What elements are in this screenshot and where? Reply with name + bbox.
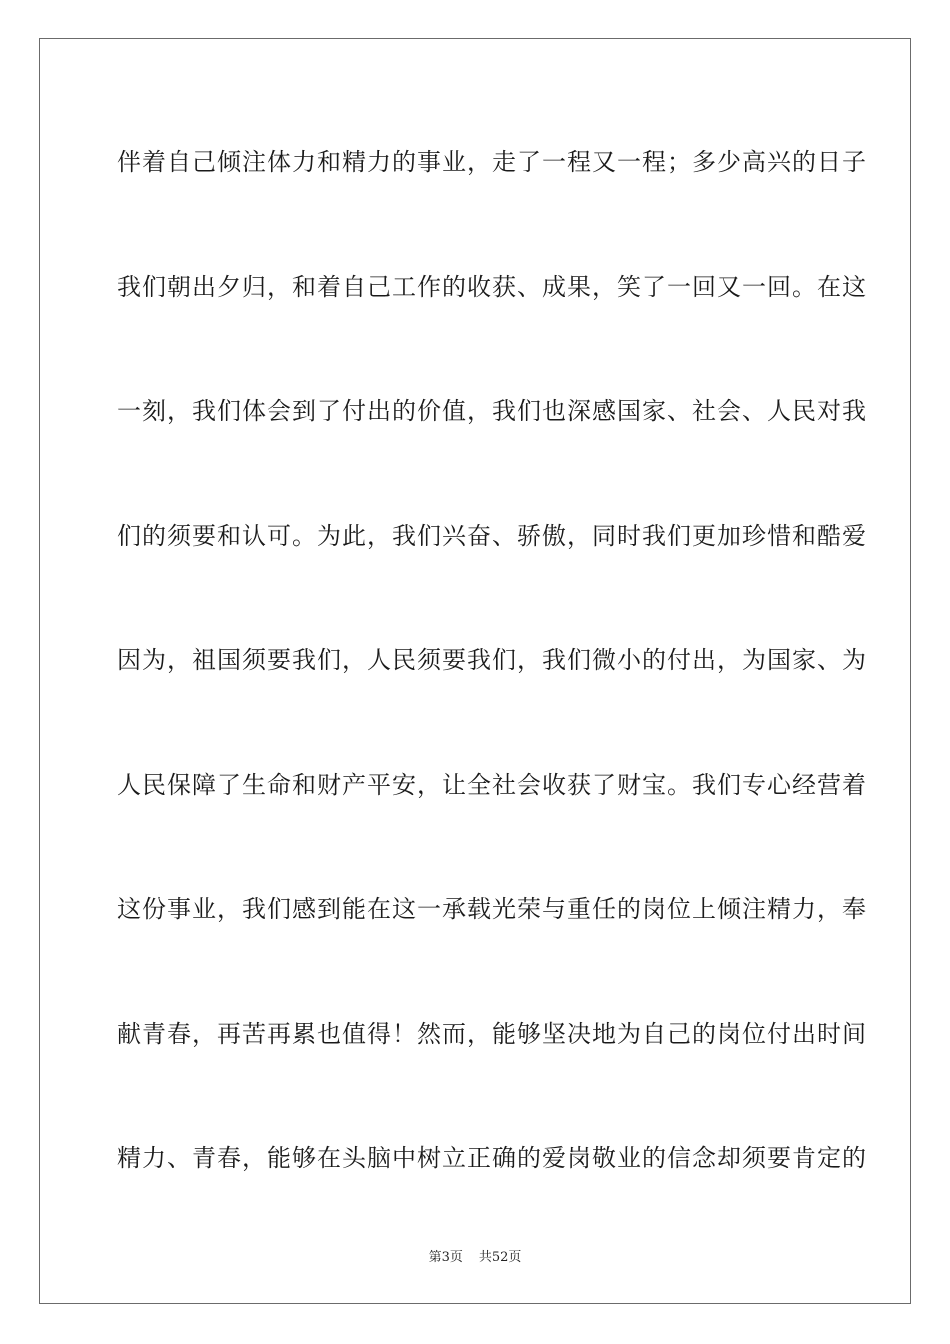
text-line: 献青春，再苦再累也值得！然而，能够坚决地为自己的岗位付出时间 [117, 1019, 867, 1048]
text-line: 我们朝出夕归，和着自己工作的收获、成果，笑了一回又一回。在这 [117, 272, 867, 301]
text-line: 一刻，我们体会到了付出的价值，我们也深感国家、社会、人民对我 [117, 397, 867, 425]
document-body [117, 130, 867, 1251]
total-pages: 共52页 [478, 1250, 522, 1265]
text-line: 人民保障了生命和财产平安，让全社会收获了财宝。我们专心经营着 [117, 770, 867, 799]
text-line: 精力、青春，能够在头脑中树立正确的爱岗敬业的信念却须要肯定的 [117, 1144, 867, 1172]
text-line: 这份事业，我们感到能在这一承载光荣与重任的岗位上倾注精力，奉 [117, 895, 867, 923]
text-line: 们的须要和认可。为此，我们兴奋、骄傲，同时我们更加珍惜和酷爱 [117, 521, 867, 550]
page-footer [0, 1246, 950, 1265]
text-line: 伴着自己倾注体力和精力的事业，走了一程又一程；多少高兴的日子 [117, 148, 867, 176]
page-number: 第3页 [428, 1250, 463, 1265]
text-line: 因为，祖国须要我们，人民须要我们，我们微小的付出，为国家、为 [117, 646, 867, 674]
